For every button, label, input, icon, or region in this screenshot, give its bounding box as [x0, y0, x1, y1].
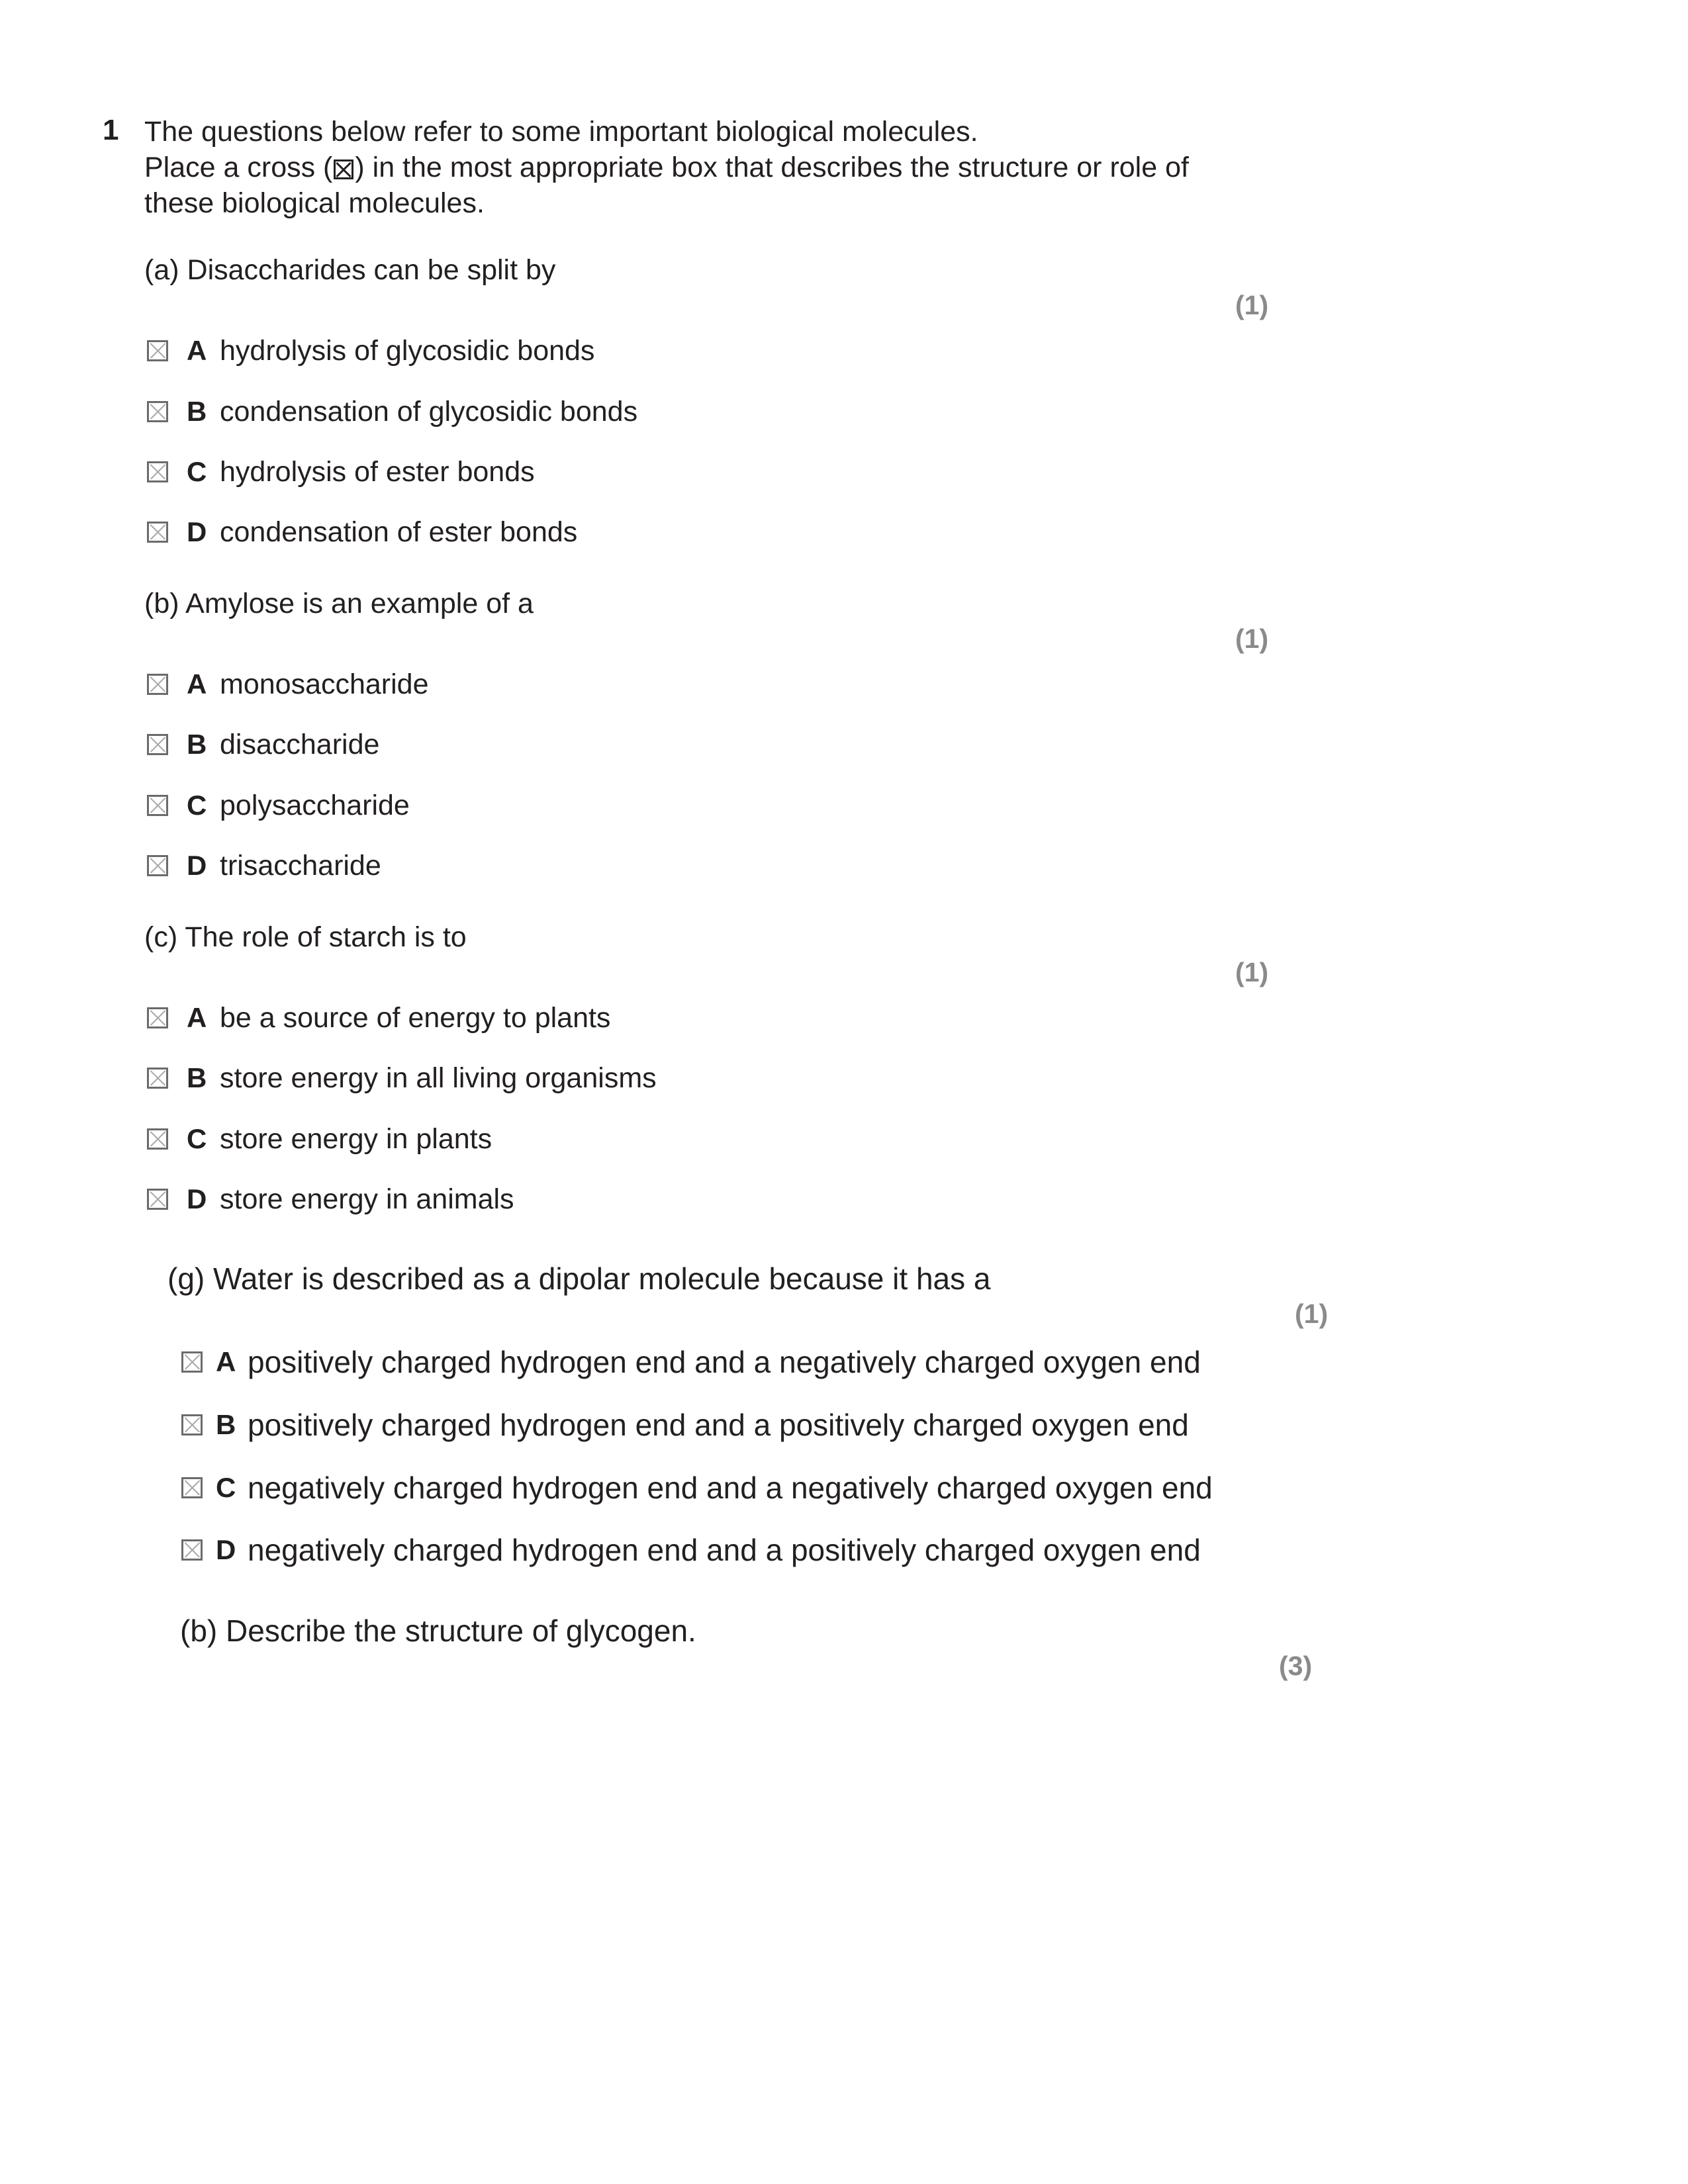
part-a-marks: (1) [1235, 290, 1269, 320]
option-letter: D [187, 516, 207, 547]
answer-checkbox[interactable] [147, 734, 168, 755]
option-b-C[interactable] [147, 790, 410, 821]
intro-line-2 [144, 150, 1189, 185]
option-text: trisaccharide [220, 849, 381, 882]
answer-checkbox[interactable] [147, 1068, 168, 1089]
option-b-D[interactable] [147, 850, 381, 882]
answer-checkbox[interactable] [147, 401, 168, 422]
option-c-C[interactable] [147, 1123, 492, 1155]
intro-line-2a: Place a cross ( [144, 152, 333, 183]
answer-checkbox[interactable] [147, 855, 168, 876]
option-text: negatively charged hydrogen end and a negatively charged oxygen end [248, 1471, 1213, 1505]
question-intro [144, 114, 1189, 221]
option-letter: A [187, 1002, 207, 1033]
option-c-D[interactable] [147, 1183, 514, 1215]
part-g-label: (g) [167, 1261, 205, 1296]
option-a-C[interactable] [147, 456, 535, 488]
option-g-D[interactable] [181, 1534, 1201, 1566]
option-letter: A [187, 335, 207, 366]
option-letter: B [187, 396, 207, 427]
option-text: hydrolysis of ester bonds [220, 455, 535, 488]
answer-checkbox[interactable] [181, 1414, 203, 1435]
option-letter: C [187, 1123, 207, 1154]
part-b2-stem [180, 1613, 696, 1649]
option-g-B[interactable] [181, 1409, 1189, 1441]
option-a-B[interactable] [147, 396, 637, 428]
answer-checkbox[interactable] [147, 674, 168, 695]
option-letter: B [187, 729, 207, 760]
answer-checkbox[interactable] [147, 1007, 168, 1028]
option-g-A[interactable] [181, 1346, 1201, 1378]
option-text: polysaccharide [220, 789, 410, 821]
option-text: condensation of glycosidic bonds [220, 395, 638, 428]
option-letter: C [187, 456, 207, 487]
option-letter: A [187, 668, 207, 700]
option-text: positively charged hydrogen end and a negatively charged oxygen end [248, 1345, 1201, 1379]
option-text: store energy in plants [220, 1122, 492, 1155]
part-b-marks: (1) [1235, 623, 1269, 654]
part-c-marks: (1) [1235, 957, 1269, 987]
option-letter: D [187, 1183, 207, 1214]
option-b-A[interactable] [147, 668, 429, 700]
option-letter: A [216, 1346, 236, 1377]
option-c-B[interactable] [147, 1062, 657, 1094]
part-a-stem-text: Disaccharides can be split by [187, 254, 556, 286]
option-b-B[interactable] [147, 729, 379, 760]
option-text: condensation of ester bonds [220, 516, 578, 548]
option-letter: B [216, 1409, 236, 1440]
option-letter: D [187, 850, 207, 881]
cross-box-icon [334, 159, 353, 179]
part-c-label: (c) [144, 921, 178, 953]
part-a-stem [144, 254, 555, 287]
intro-line-3: these biological molecules. [144, 187, 485, 219]
option-letter: D [216, 1534, 236, 1565]
answer-checkbox[interactable] [181, 1351, 203, 1373]
part-g-stem-text: Water is described as a dipolar molecule because it has a [213, 1261, 991, 1296]
option-text: hydrolysis of glycosidic bonds [220, 334, 595, 367]
option-g-C[interactable] [181, 1472, 1213, 1504]
part-b-stem-text: Amylose is an example of a [185, 588, 534, 619]
option-a-A[interactable] [147, 335, 594, 367]
answer-checkbox[interactable] [147, 522, 168, 543]
answer-checkbox[interactable] [147, 1189, 168, 1210]
part-g-marks: (1) [1295, 1298, 1329, 1329]
part-c-stem-text: The role of starch is to [185, 921, 467, 953]
option-letter: C [216, 1472, 236, 1503]
answer-checkbox[interactable] [147, 461, 168, 482]
answer-checkbox[interactable] [147, 340, 168, 361]
option-a-D[interactable] [147, 516, 577, 548]
answer-checkbox[interactable] [147, 795, 168, 816]
option-text: store energy in all living organisms [220, 1062, 657, 1094]
part-a-label: (a) [144, 254, 179, 286]
option-text: positively charged hydrogen end and a positively charged oxygen end [248, 1408, 1189, 1442]
part-c-stem [144, 921, 467, 954]
question-number: 1 [103, 114, 119, 146]
option-c-A[interactable] [147, 1002, 610, 1034]
intro-line-2b: ) in the most appropriate box that describes the structure or role of [355, 152, 1189, 183]
option-letter: B [187, 1062, 207, 1093]
intro-line-1: The questions below refer to some important biological molecules. [144, 116, 978, 148]
part-b2-marks: (3) [1279, 1651, 1313, 1681]
option-text: disaccharide [220, 728, 380, 760]
option-letter: C [187, 790, 207, 821]
option-text: negatively charged hydrogen end and a positively charged oxygen end [248, 1533, 1201, 1567]
part-b-stem [144, 588, 534, 620]
part-b2-stem-text: Describe the structure of glycogen. [226, 1614, 696, 1648]
part-b2-label: (b) [180, 1614, 218, 1648]
part-b-label: (b) [144, 588, 179, 619]
option-text: store energy in animals [220, 1183, 514, 1215]
option-text: monosaccharide [220, 668, 429, 700]
option-text: be a source of energy to plants [220, 1001, 611, 1034]
answer-checkbox[interactable] [181, 1539, 203, 1561]
answer-checkbox[interactable] [147, 1128, 168, 1150]
answer-checkbox[interactable] [181, 1477, 203, 1498]
part-g-stem [167, 1261, 990, 1297]
